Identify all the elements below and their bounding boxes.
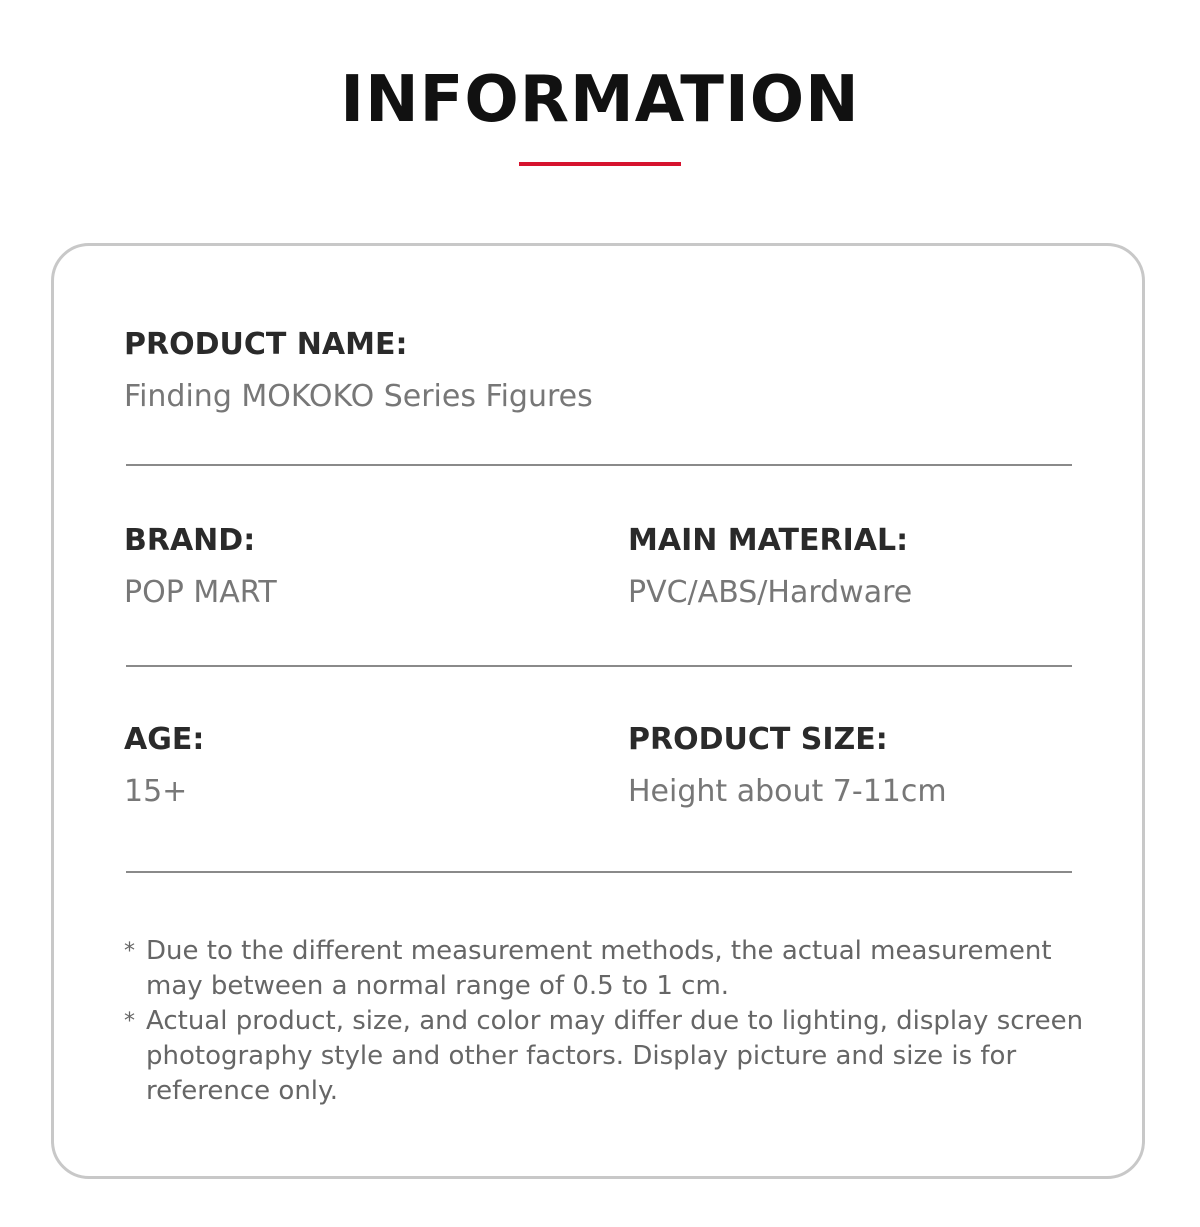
field-label: BRAND: bbox=[124, 523, 256, 558]
notes bbox=[124, 934, 1094, 1109]
title-underline bbox=[519, 162, 681, 166]
asterisk-icon: * bbox=[124, 1009, 135, 1034]
divider bbox=[126, 464, 1072, 466]
field-value: PVC/ABS/Hardware bbox=[628, 575, 913, 610]
note-text: Actual product, size, and color may differ due to lighting, display screen photography style and other factors. Display picture and size is for reference only. bbox=[146, 1006, 1084, 1106]
field-brand bbox=[124, 523, 277, 611]
field-value: Finding MOKOKO Series Figures bbox=[124, 379, 593, 414]
field-value: Height about 7-11cm bbox=[628, 774, 947, 809]
asterisk-icon: * bbox=[124, 939, 135, 964]
divider bbox=[126, 871, 1072, 873]
field-label: PRODUCT NAME: bbox=[124, 327, 408, 362]
field-label: AGE: bbox=[124, 722, 205, 757]
note-item bbox=[124, 934, 1094, 1004]
page-title: INFORMATION bbox=[340, 63, 860, 137]
field-value: POP MART bbox=[124, 575, 277, 610]
note-item bbox=[124, 1004, 1094, 1109]
field-label: MAIN MATERIAL: bbox=[628, 523, 909, 558]
field-value: 15+ bbox=[124, 774, 188, 809]
field-main-material bbox=[628, 523, 912, 611]
note-text: Due to the different measurement methods, the actual measurement may between a normal range of 0.5 to 1 cm. bbox=[146, 936, 1052, 1001]
field-age bbox=[124, 722, 204, 810]
field-product-name bbox=[124, 327, 593, 415]
divider bbox=[126, 665, 1072, 667]
field-label: PRODUCT SIZE: bbox=[628, 722, 888, 757]
field-product-size bbox=[628, 722, 947, 810]
